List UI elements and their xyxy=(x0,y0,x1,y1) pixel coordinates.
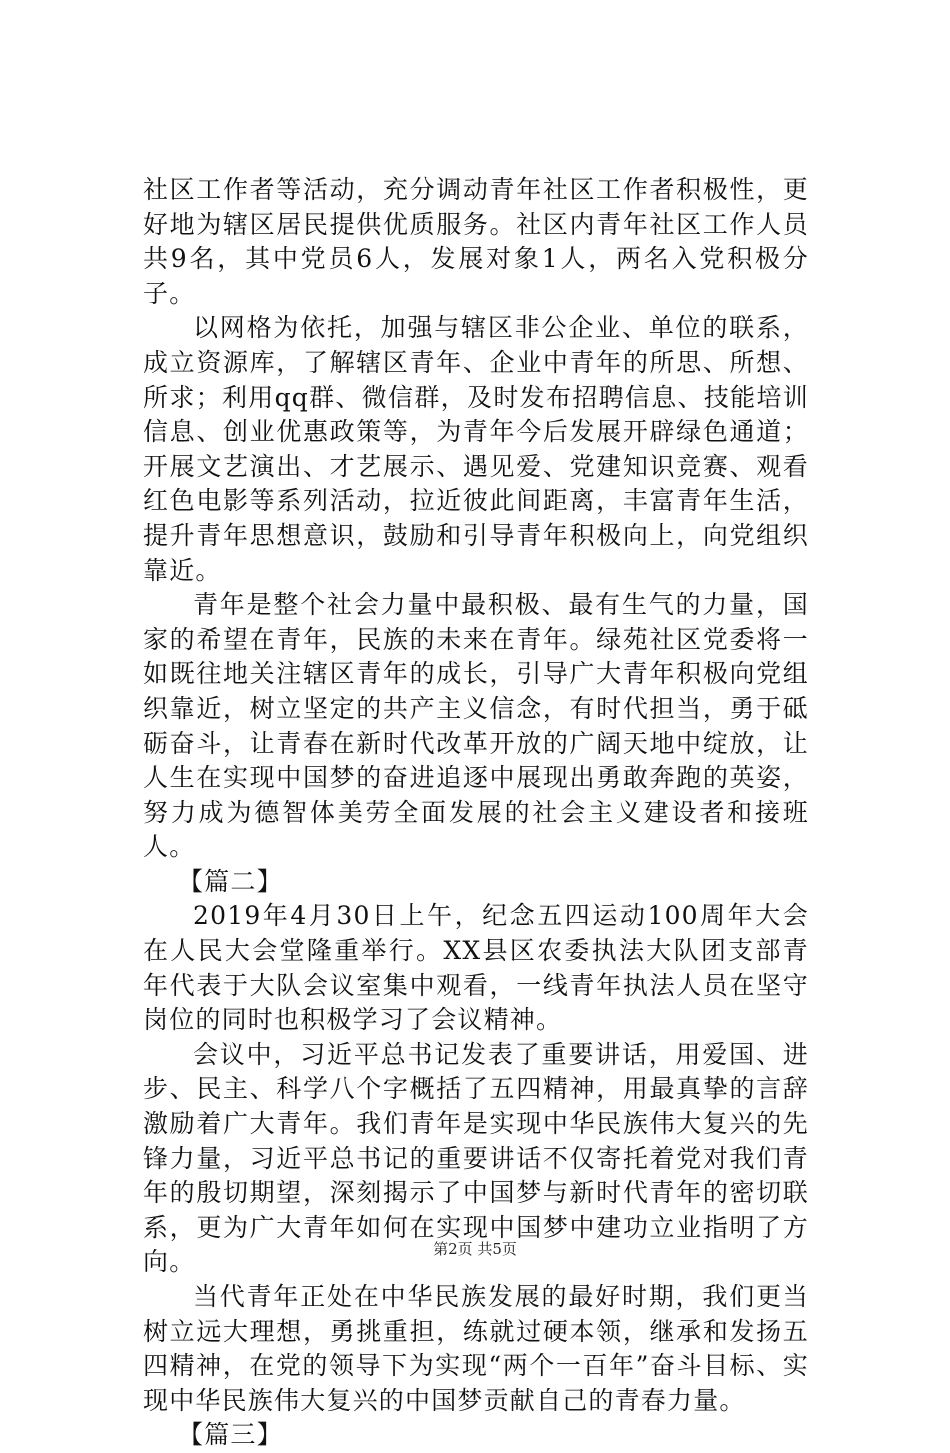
section-heading-3: 【篇三】 xyxy=(178,1420,283,1450)
document-body xyxy=(143,173,809,1453)
paragraph-2: 以网格为依托，加强与辖区非公企业、单位的联系，成立资源库，了解辖区青年、企业中青年的所思、所想、所求；利用qq群、微信群，及时发布招聘信息、技能培训信息、创业优惠政策等，为青年今后发展开辟绿色通道；开展文艺演出、才艺展示、遇见爱、党建知识竞赛、观看红色电影等系列活动，拉近彼此间距离，丰富青年生活，提升青年思想意识，鼓励和引导青年积极向上，向党组织靠近。 xyxy=(143,313,809,585)
section2-paragraph-3: 当代青年正处在中华民族发展的最好时期，我们更当树立远大理想，勇挑重担，练就过硬本领，继承和发扬五四精神，在党的领导下为实现“两个一百年”奋斗目标、实现中华民族伟大复兴的中国梦贡献自己的青春力量。 xyxy=(143,1282,809,1415)
page-number-footer: 第2页 共5页 xyxy=(433,1240,517,1258)
section2-paragraph-1: 2019年4月30日上午，纪念五四运动100周年大会在人民大会堂隆重举行。XX县区农委执法大队团支部青年代表于大队会议室集中观看，一线青年执法人员在坚守岗位的同时也积极学习了会议精神。 xyxy=(143,901,809,1035)
paragraph-3: 青年是整个社会力量中最积极、最有生气的力量，国家的希望在青年，民族的未来在青年。绿苑社区党委将一如既往地关注辖区青年的成长，引导广大青年积极向党组织靠近，树立坚定的共产主义信念，有时代担当，勇于砥砺奋斗，让青春在新时代改革开放的广阔天地中绽放，让人生在实现中国梦的奋进追逐中展现出勇敢奔跑的英姿，努力成为德智体美劳全面发展的社会主义建设者和接班人。 xyxy=(143,590,809,862)
paragraph-1: 社区工作者等活动，充分调动青年社区工作者积极性，更好地为辖区居民提供优质服务。社区内青年社区工作人员共9名，其中党员6人，发展对象1人，两名入党积极分子。 xyxy=(143,175,809,308)
section2-paragraph-2: 会议中，习近平总书记发表了重要讲话，用爱国、进步、民主、科学八个字概括了五四精神，用最真挚的言辞激励着广大青年。我们青年是实现中华民族伟大复兴的先锋力量，习近平总书记的重要讲话不仅寄托着党对我们青年的殷切期望，深刻揭示了中国梦与新时代青年的密切联系，更为广大青年如何在实现中国梦中建功立业指明了方向。 xyxy=(143,1039,809,1277)
section-heading-2: 【篇二】 xyxy=(178,866,283,896)
